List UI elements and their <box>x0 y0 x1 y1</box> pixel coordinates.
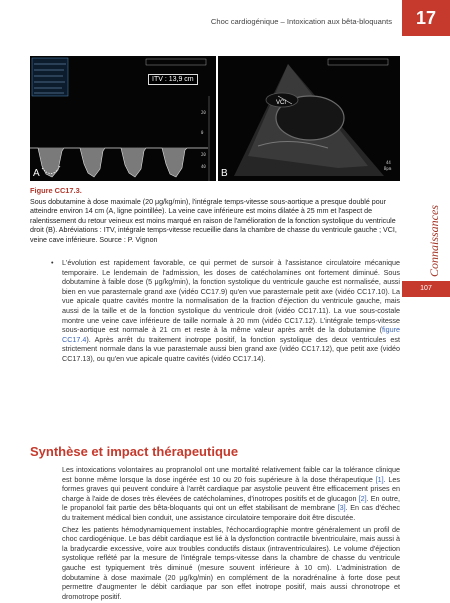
p1-part2: . Les formes graves qui peuvent conduire à l'arrêt cardiaque par asystolie peuvent être efficacement prises en charge à l'aide de doses très élevées de catécholamines, d'inotropes positifs et de glucagon <box>62 474 401 503</box>
itv-measurement-label: ITV : 13,9 cm <box>148 74 198 85</box>
page-header <box>0 0 450 36</box>
svg-text:0: 0 <box>201 130 204 135</box>
p1-part1: Les intoxications volontaires au propranolol ont une mortalité relativement faible car la tolérance clinique est bonne même lorsque la dose ingérée est 10 ou 20 fois supérieure à la dose thérapeutique <box>62 465 400 484</box>
caption-title: Figure CC17.3. <box>30 186 82 195</box>
bullet-paragraph <box>62 258 400 364</box>
section-title: Synthèse et impact thérapeutique <box>30 444 239 459</box>
figure-panel-b <box>218 56 400 181</box>
running-head: Choc cardiogénique – Intoxication aux bêta-bloquants <box>210 17 392 26</box>
svg-text:44: 44 <box>386 160 391 165</box>
bullet-text-part2: ). Après arrêt du traitement inotrope positif, la fonction systolique des deux ventricules est strictement normale dans la vue parasternale aussi bien grand axe (vidéo CC17.12), que petit axe (vidéo CC17.13), ou qu'en vue apicale quatre cavités (vidéo CC17.14). <box>62 334 400 363</box>
reference-link-2[interactable]: [2] <box>358 493 367 503</box>
figure-link[interactable]: figure CC17.4 <box>62 325 400 344</box>
section-paragraph-1 <box>62 465 400 523</box>
panel-a-letter: A <box>33 168 40 179</box>
section-paragraph-2: Chez les patients hémodynamiquement instables, l'échocardiographie montre généralement un profil de choc cardiogénique. Le bas débit cardiaque est lié à la dysfonction contractile biventriculaire, mais aussi à la bradycardie excessive, voire aux troubles conductifs distaux (intraventriculaires). Le volume d'éjection systolique reflété par la mesure de l'intégrale temps-vitesse dans la chambre de chasse du ventricule gauche est typiquement très diminué (mesure souvent inférieure à 10 cm). L'administration de dobutamine à dose maximale (20 μg/kg/min) en complément de la noradrénaline à forte dose peut permettre d'augmenter le débit cardiaque par son effet inotrope positif, mais aussi chronotrope et dromotrope positif. <box>62 524 400 601</box>
vci-label: VCI <box>276 100 287 106</box>
p1-part3: . En outre, le propanolol fait partie des bêta-bloquants qui ont un effet stabilisant de membrane <box>62 493 400 513</box>
figure-caption <box>30 186 400 246</box>
panel-b-letter: B <box>221 168 228 179</box>
subcostal-view-image <box>218 56 400 181</box>
section-body <box>62 465 400 603</box>
caption-text: Sous dobutamine à dose maximale (20 μg/kg/min), l'intégrale temps-vitesse sous-aortique a presque doublé pour atteindre environ 14 cm (A, ligne pointillée). La veine cave inférieure est moins dilatée à 25 mm et l'aspect de ralentissement du retour veineux est moins marqué en raison de l'amélioration de la fonction systolique du ventricule droit (B). Abréviations : ITV, intégrale temps-vitesse recueillie dans la chambre de chasse du ventricule gauche ; VCI, veine cave inférieure. Source : P. Vignon <box>30 197 397 244</box>
reference-link-1[interactable]: [1] <box>375 474 384 484</box>
side-tab-label: Connaissances <box>427 205 441 277</box>
figure-panel-a <box>30 56 216 181</box>
bullet-text-part1: L'évolution est rapidement favorable, ce qui permet de sursoir à l'assistance circulatoire mécanique temporaire. Le lendemain de l'admission, les doses de catécholamines ont fortement diminué. Sous dobutamine à faible dose (5 μg/kg/min), la fonction systolique du ventricule gauche est normalisée, aussi bien en vue parasternale grand axe (vidéo CC17.9) qu'en vue parasternale petit axe (vidéo CC17.10). La vue apicale quatre cavités montre la normalisation de la fraction d'éjection du ventricule gauche, mais aussi de la taille et de la fonction systolique du ventricule droit (vidéo CC17.11). La vue sous-costale montre une veine cave inférieure de taille normale à 20 mm (vidéo CC17.12). L'intégrale temps-vitesse sous-aortique est normale à 21 cm et reste à la même valeur après arrêt de la dobutamine ( <box>62 258 400 335</box>
echocardiography-figure <box>30 56 400 181</box>
svg-text:20: 20 <box>201 110 206 115</box>
svg-text:Bpm: Bpm <box>384 166 392 171</box>
reference-link-3[interactable]: [3] <box>337 503 346 513</box>
svg-text:20: 20 <box>201 152 206 157</box>
svg-text:40: 40 <box>201 164 206 169</box>
side-tab <box>402 196 450 292</box>
p1-part4: . En cas d'échec du traitement médical bien conduit, une assistance circulatoire temporaire doit être discutée. <box>62 503 401 522</box>
chapter-number-tab: 17 <box>402 0 450 36</box>
page-number: 107 <box>402 281 450 297</box>
